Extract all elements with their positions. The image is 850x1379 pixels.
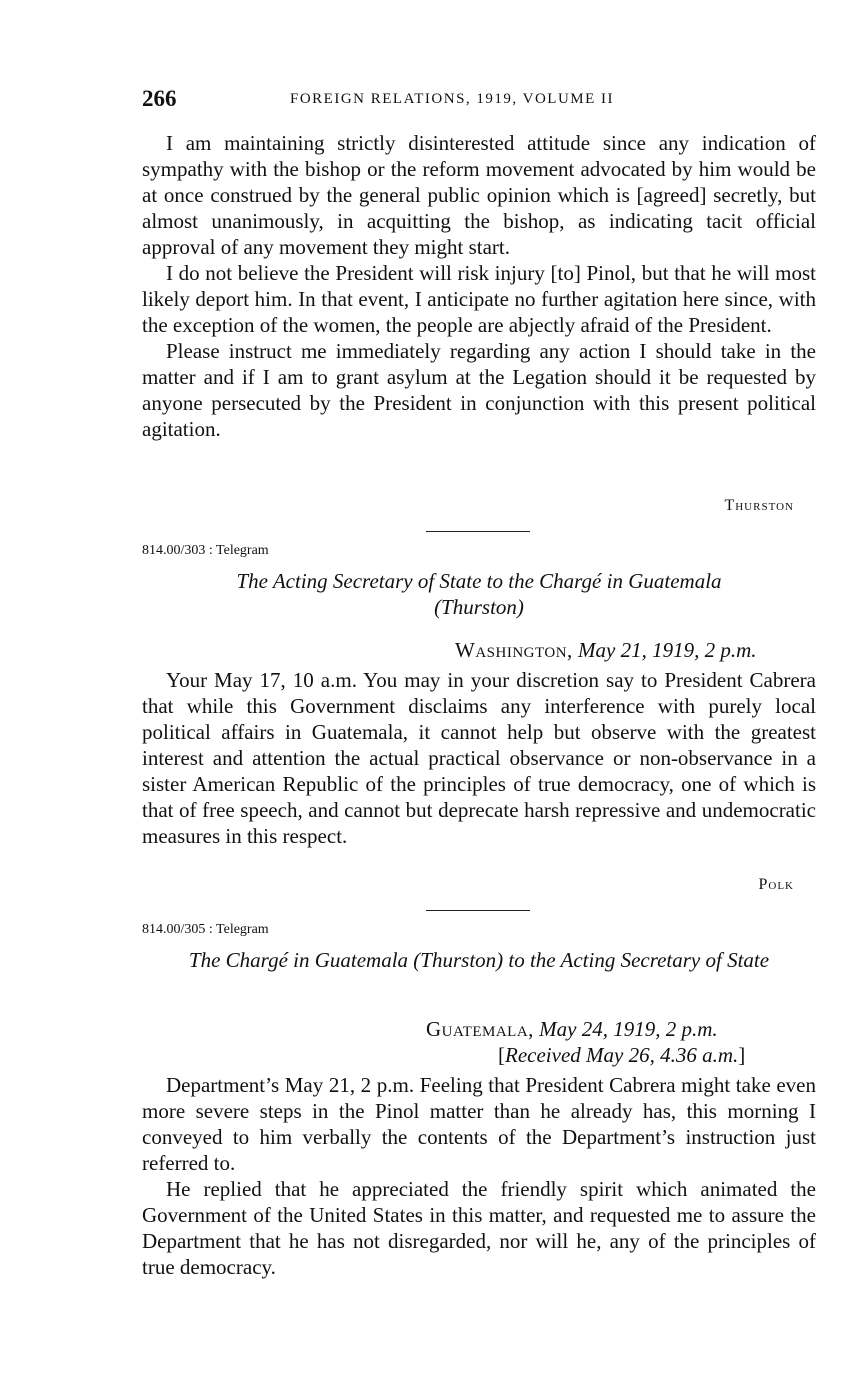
dateline — [426, 1016, 718, 1042]
dateline — [455, 637, 757, 663]
received-open-bracket: [ — [498, 1043, 505, 1067]
signature-thurston: Thurston — [724, 497, 794, 514]
telegram-body — [142, 667, 816, 849]
page-number: 266 — [142, 86, 177, 111]
section-divider — [426, 910, 530, 911]
telegram-body — [142, 1072, 816, 1280]
dateline-date: May 24, 1919, 2 p.m. — [539, 1017, 718, 1041]
page-header — [142, 86, 816, 116]
running-head: FOREIGN RELATIONS, 1919, VOLUME II — [290, 91, 615, 107]
signature-polk: Polk — [758, 876, 794, 893]
document-title: The Acting Secretary of State to the Chargé in Guatemala (Thurston) — [236, 569, 722, 619]
telegram-body-continued — [142, 130, 816, 442]
paragraph: Your May 17, 10 a.m. You may in your discretion say to President Cabrera that while this Government disclaims any interference with purely local political affairs in Guatemala, it cannot help but observe with the greatest interest and attention the actual practical observance or non-observance in a sister American Republic of the principles of true democracy, one of which is that of free speech, and cannot but deprecate harsh repressive and undemocratic measures in this respect. — [142, 668, 816, 848]
dateline-place: Washington, — [455, 638, 573, 662]
paragraph: Please instruct me immediately regarding any action I should take in the matter and if I am to grant asylum at the Legation should it be requested by anyone persecuted by the President in conjunction with this present political agitation. — [142, 339, 816, 441]
paragraph: He replied that he appreciated the friendly spirit which animated the Government of the United States in this matter, and requested me to assure the Department that he has not disregarded, nor will he, any of the principles of true democracy. — [142, 1177, 816, 1279]
dateline-date: May 21, 1919, 2 p.m. — [578, 638, 757, 662]
paragraph: I do not believe the President will risk injury [to] Pinol, but that he will most likely deport him. In that event, I anticipate no further agitation here since, with the exception of the women, the people are abjectly afraid of the President. — [142, 261, 816, 337]
paragraph: I am maintaining strictly disinterested attitude since any indication of sympathy with the bishop or the reform movement advocated by him would be at once construed by the general public opinion which is [agreed] secretly, but almost unanimously, in acquitting the bishop, as indicating tacit official approval of any movement they might start. — [142, 131, 816, 259]
dateline-place: Guatemala, — [426, 1017, 534, 1041]
file-reference: 814.00/305 : Telegram — [142, 922, 269, 937]
paragraph: Department’s May 21, 2 p.m. Feeling that President Cabrera might take even more severe steps in the Pinol matter than he already has, this morning I conveyed to him verbally the contents of the Department’s instruction just referred to. — [142, 1073, 816, 1175]
received-close-bracket: ] — [738, 1043, 746, 1067]
received-note — [498, 1042, 745, 1068]
document-title: The Chargé in Guatemala (Thurston) to the Acting Secretary of State — [188, 948, 770, 972]
section-divider — [426, 531, 530, 532]
file-reference: 814.00/303 : Telegram — [142, 543, 269, 558]
received-text: Received May 26, 4.36 a.m. — [505, 1043, 739, 1067]
